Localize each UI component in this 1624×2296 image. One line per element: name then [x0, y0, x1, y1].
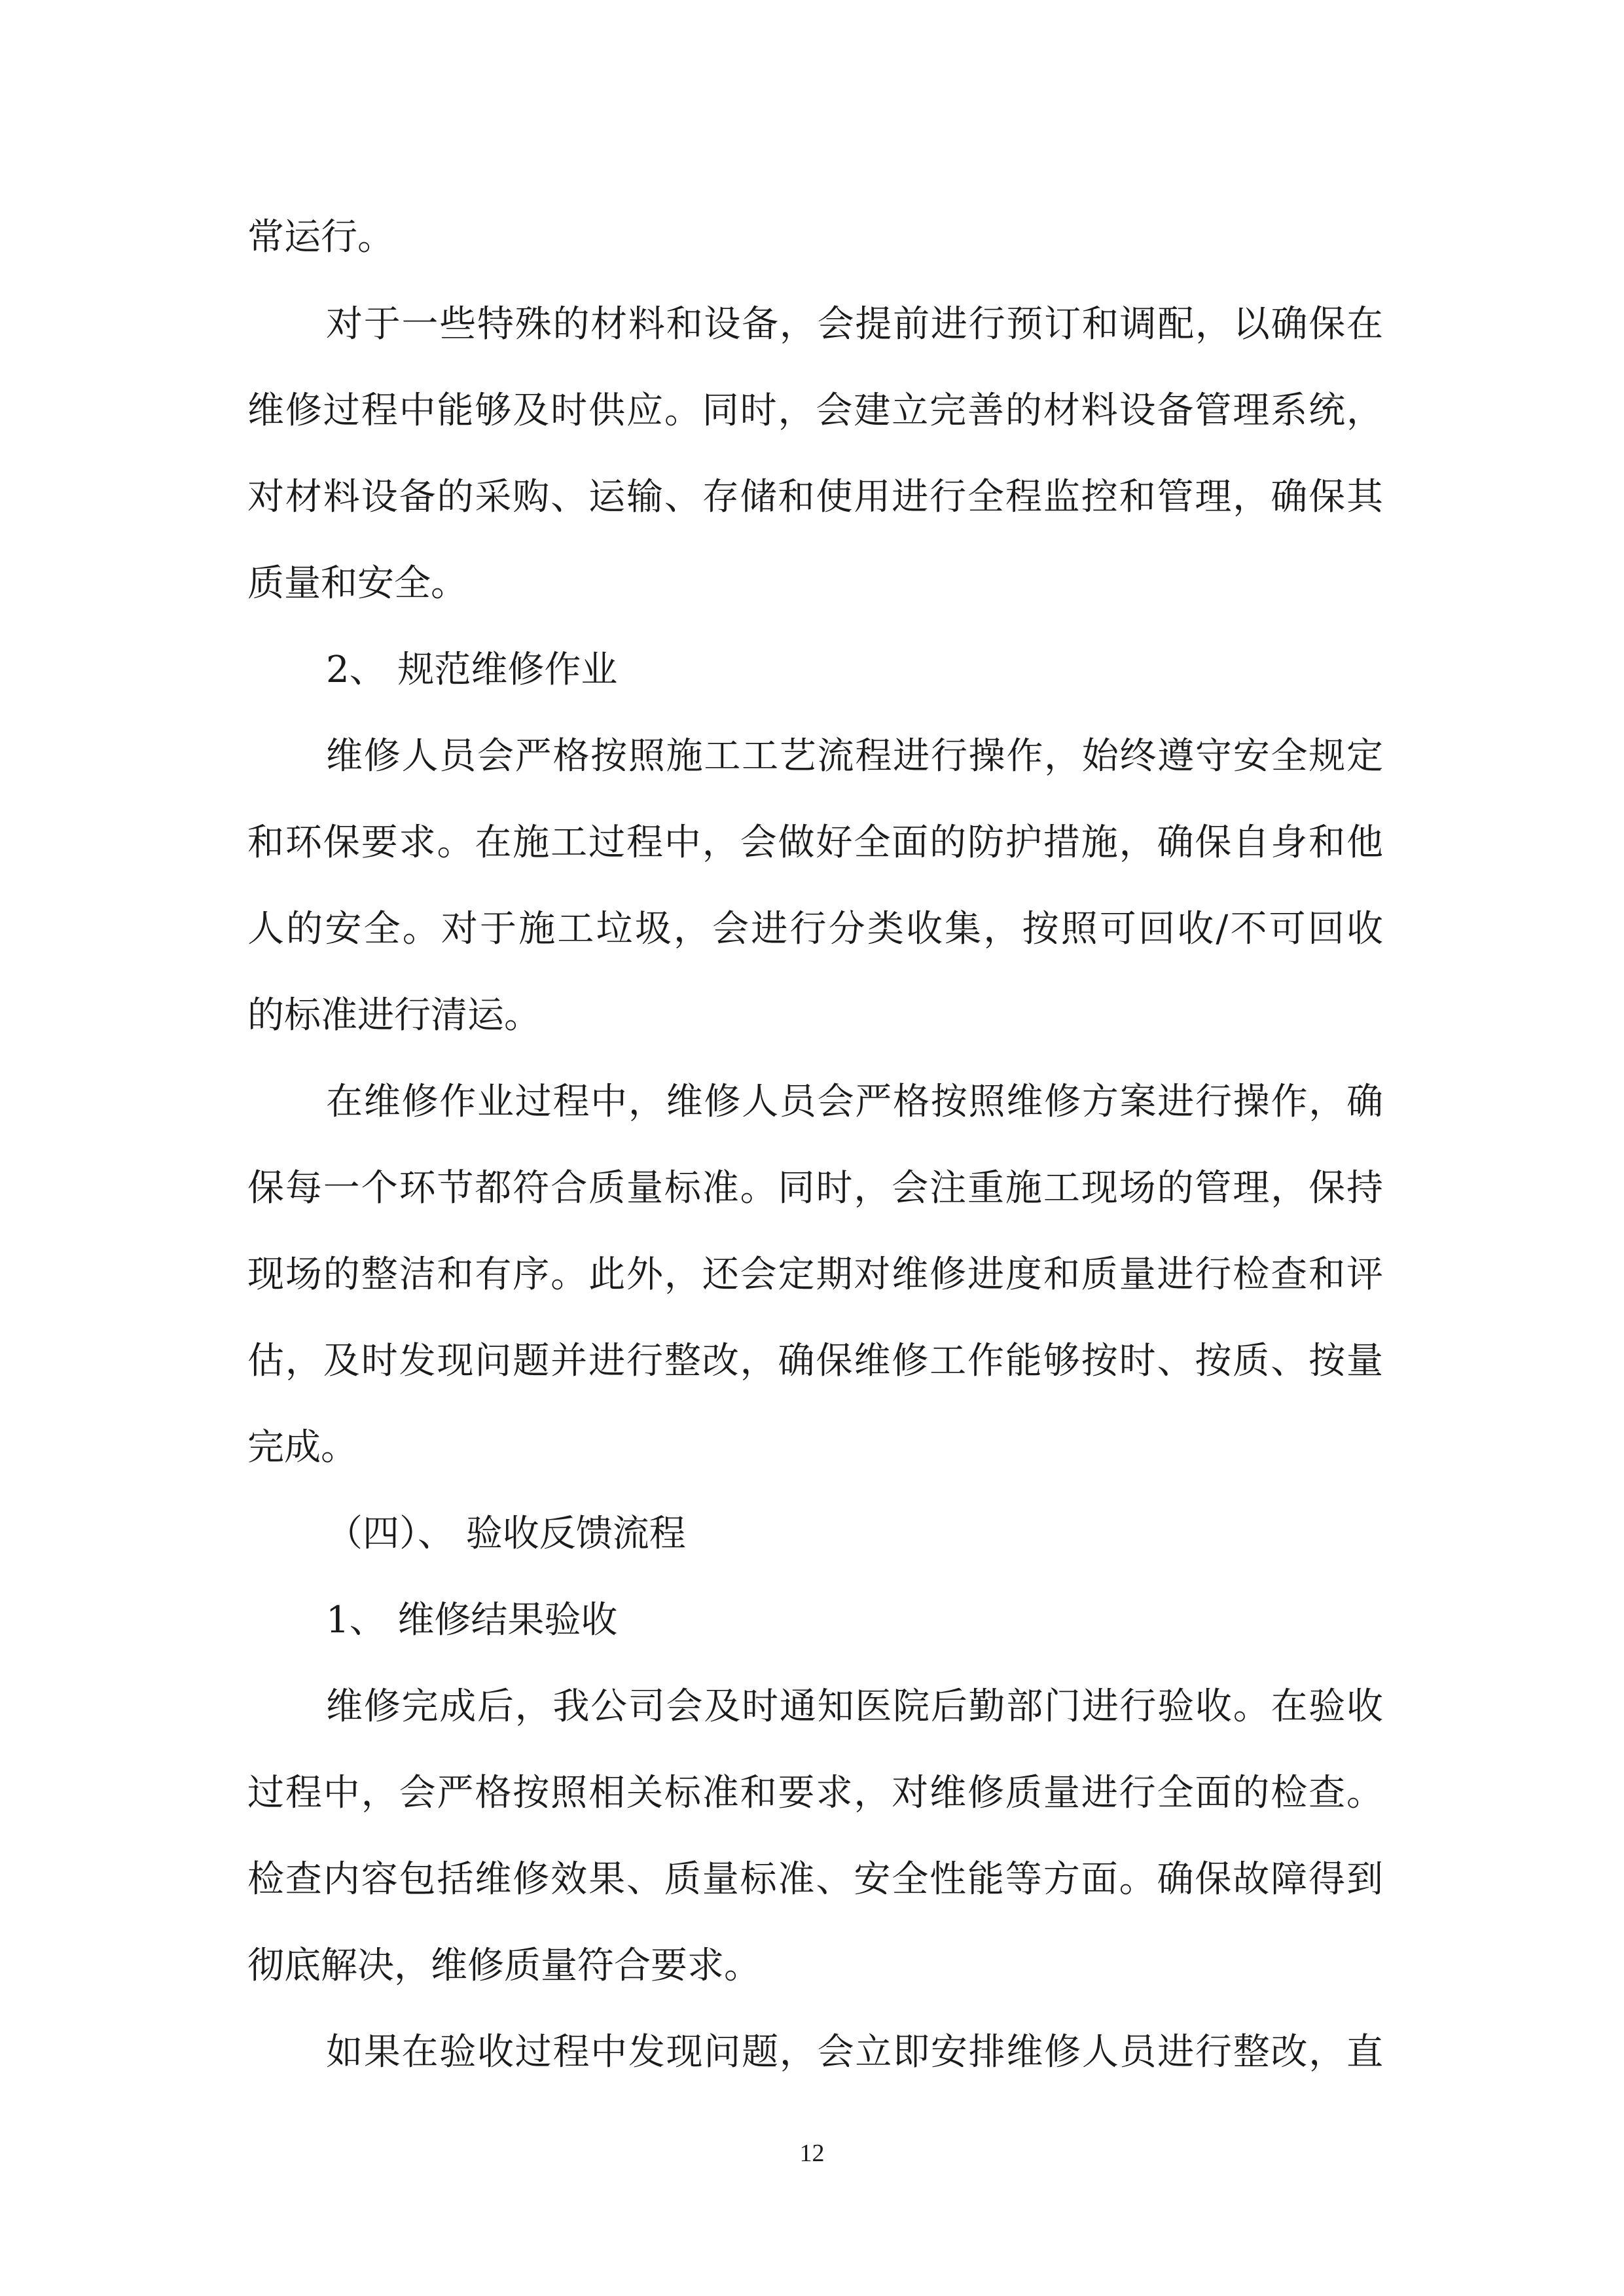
page-number: 12 — [799, 2140, 825, 2167]
section-heading: （四）、 验收反馈流程 — [326, 1513, 686, 1555]
paragraph-line: 如果在验收过程中发现问题，会立即安排维修人员进行整改，直 — [326, 2031, 1383, 2073]
paragraph-line: 维修人员会严格按照施工工艺流程进行操作，始终遵守安全规定 — [326, 735, 1383, 778]
paragraph-line: 估，及时发现问题并进行整改，确保维修工作能够按时、按质、按量 — [247, 1340, 1383, 1382]
paragraph-line: 常运行。 — [247, 216, 394, 259]
paragraph-line: 的标准进行清运。 — [247, 994, 541, 1037]
paragraph-line: 和环保要求。在施工过程中，会做好全面的防护措施，确保自身和他 — [247, 821, 1383, 864]
paragraph-line: 过程中，会严格按照相关标准和要求，对维修质量进行全面的检查。 — [247, 1772, 1383, 1814]
paragraph-line: 维修完成后，我公司会及时通知医院后勤部门进行验收。在验收 — [326, 1685, 1383, 1728]
paragraph-line: 完成。 — [247, 1426, 357, 1469]
paragraph-line: 保每一个环节都符合质量标准。同时，会注重施工现场的管理，保持 — [247, 1167, 1383, 1210]
paragraph-line: 人的安全。对于施工垃圾，会进行分类收集，按照可回收/不可回收 — [247, 908, 1383, 950]
section-heading: 2、 规范维修作业 — [326, 649, 618, 691]
subsection-heading: 1、 维修结果验收 — [326, 1599, 618, 1641]
paragraph-line: 对材料设备的采购、运输、存储和使用进行全程监控和管理，确保其 — [247, 476, 1383, 518]
paragraph-line: 彻底解决，维修质量符合要求。 — [247, 1945, 761, 1987]
paragraph-line: 在维修作业过程中，维修人员会严格按照维修方案进行操作，确 — [326, 1081, 1383, 1123]
paragraph-line: 检查内容包括维修效果、质量标准、安全性能等方面。确保故障得到 — [247, 1858, 1383, 1901]
paragraph-line: 对于一些特殊的材料和设备，会提前进行预订和调配，以确保在 — [326, 303, 1383, 346]
paragraph-line: 维修过程中能够及时供应。同时，会建立完善的材料设备管理系统， — [247, 389, 1383, 432]
paragraph-line: 质量和安全。 — [247, 562, 467, 605]
paragraph-line: 现场的整洁和有序。此外，还会定期对维修进度和质量进行检查和评 — [247, 1253, 1383, 1296]
